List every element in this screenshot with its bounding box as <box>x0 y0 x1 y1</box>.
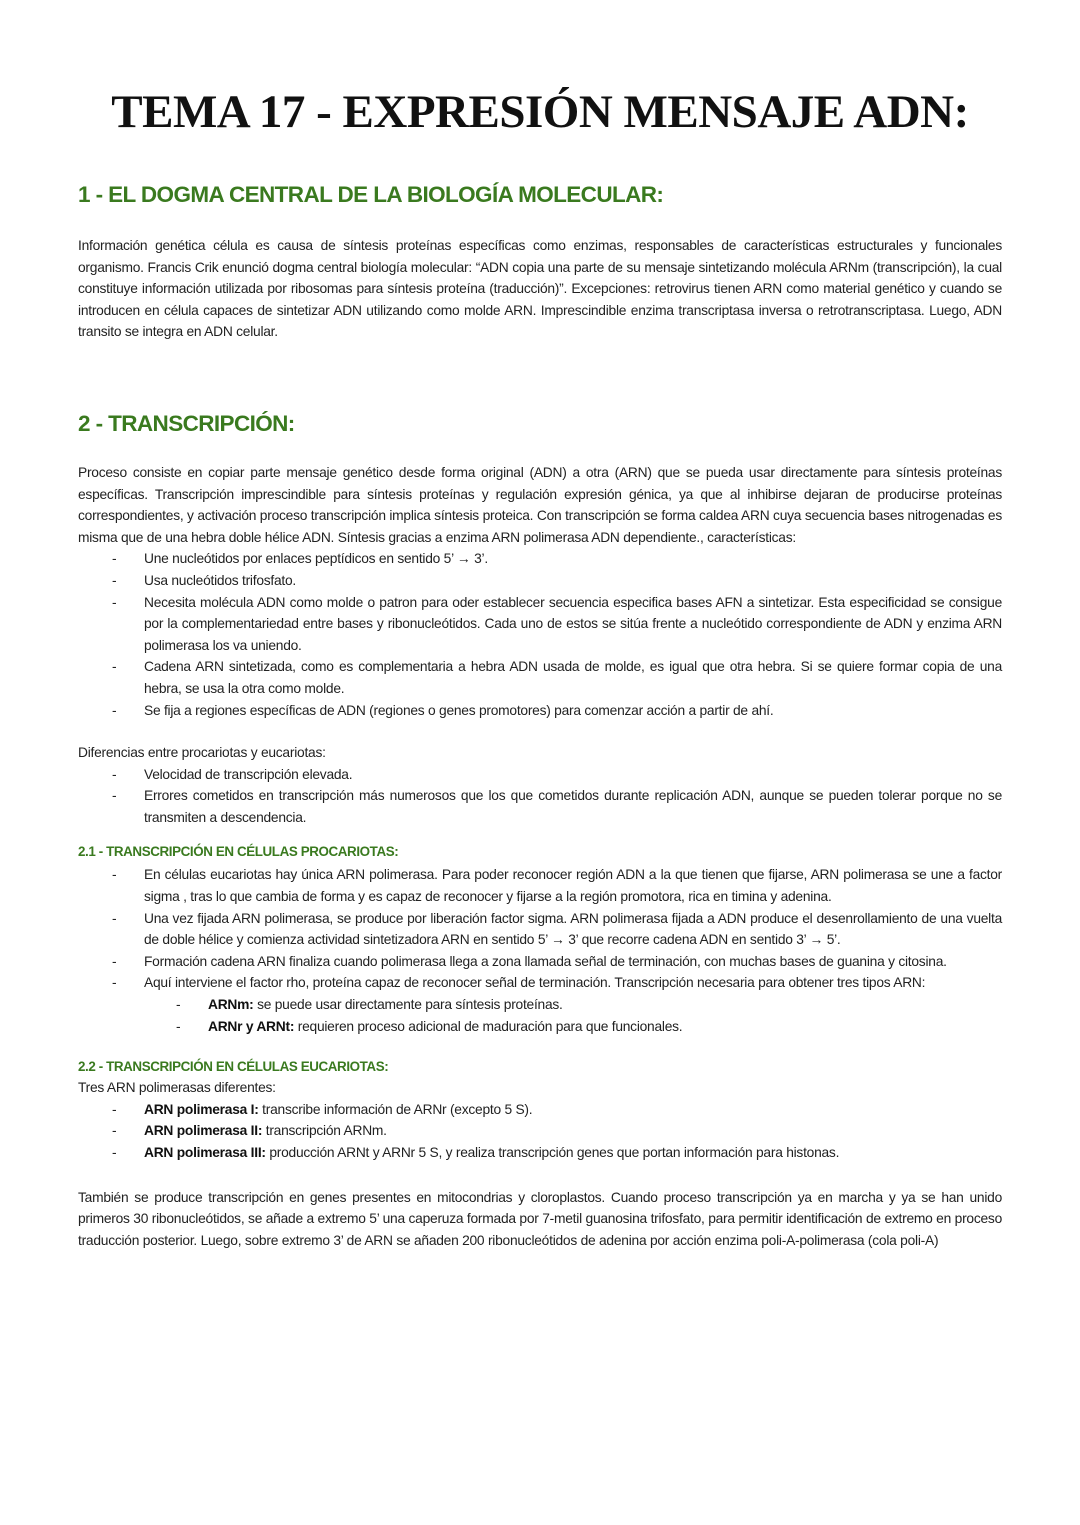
list-item <box>78 1120 1002 1142</box>
list-item: - En células eucariotas hay única ARN polimerasa. Para poder reconocer región ADN a la que tienen que fijarse, ARN polimerasa se une a factor sigma , tras lo que cambia de forma y es capaz de reconocer y fijarse a la región promotora, rica en timina y adenina. <box>78 864 1002 907</box>
list-item: - Velocidad de transcripción elevada. <box>78 764 1002 786</box>
list-item: - Se fija a regiones específicas de ADN (regiones o genes promotores) para comenzar acción a partir de ahí. <box>78 700 1002 722</box>
arn-types-list <box>78 994 1002 1037</box>
section-2-paragraph: Proceso consiste en copiar parte mensaje genético desde forma original (ADN) a otra (ARN) que se pueda usar directamente para síntesis proteínas específicas. Transcripción imprescindible para síntesis proteínas y regulación expresión génica, ya que al inhibirse dejaran de producirse proteínas correspondientes, y activación proceso transcripción implica síntesis proteica. Con transcripción se forma caldea ARN cuya secuencia bases nitrogenadas es misma que de una hebra doble hélice ADN. Síntesis gracias a enzima ARN polimerasa ADN dependiente., características: <box>78 464 1002 545</box>
polymerases-intro: Tres ARN polimerasas diferentes: <box>78 1080 276 1096</box>
section-2-2-heading: 2.2 - TRANSCRIPCIÓN EN CÉLULAS EUCARIOTAS: <box>78 1059 389 1075</box>
term: ARNr y ARNt: <box>208 1018 295 1034</box>
list-item: - Necesita molécula ADN como molde o patron para oder establecer secuencia especifica bases AFN a sintetizar. Esta especificidad se consigue por la complementariedad entre bases y ribonucleótidos. Cada uno de estos se sitúa frente a nucleótido correspondiente de ADN y enzima ARN polimerasa los va uniendo. <box>78 592 1002 657</box>
term: ARNm: <box>208 997 254 1013</box>
section-2-1-heading: 2.1 - TRANSCRIPCIÓN EN CÉLULAS PROCARIOTAS: <box>78 844 399 860</box>
section-1-paragraph: Información genética célula es causa de síntesis proteínas específicas como enzimas, responsables de características estructurales y funcionales organismo. Francis Crik enunció dogma central biología molecular: “ADN copia una parte de su mensaje sintetizando molécula ARNm (transcripción), la cual constituye información utilizada por ribosomas para síntesis proteína (traducción)”. Excepciones: retrovirus tienen ARN como material genético y cuando se introducen en célula capaces de sintetizar ADN utilizando como molde ARN. Imprescindible enzima transcriptasa inversa o retrotranscriptasa. Luego, ADN transito se integra en ADN celular. <box>78 238 1002 340</box>
list-item: - Una vez fijada ARN polimerasa, se produce por liberación factor sigma. ARN polimerasa fijada a ADN produce el desenrollamiento de una vuelta de doble hélice y comienza actividad sintetizadora ARN en sentido 5’ → 3’ que recorre cadena ADN en sentido 3’ → 5’. <box>78 908 1002 951</box>
list-item: - Usa nucleótidos trifosfato. <box>78 570 1002 592</box>
term: ARN polimerasa II: <box>144 1123 263 1139</box>
list-item: - Cadena ARN sintetizada, como es complementaria a hebra ADN usada de molde, es igual que otra hebra. Si se quiere formar copia de una hebra, se usa la otra como molde. <box>78 656 1002 699</box>
list-item <box>78 1142 1002 1164</box>
definition: transcripción ARNm. <box>262 1123 387 1139</box>
list-item: - Errores cometidos en transcripción más numerosos que los que cometidos durante replicación ADN, aunque se pueden tolerar porque no se transmiten a descendencia. <box>78 785 1002 828</box>
polymerases-list <box>78 1099 1002 1164</box>
term: ARN polimerasa III: <box>144 1145 266 1160</box>
definition: requieren proceso adicional de maduración para que funcionales. <box>294 1018 683 1034</box>
differences-list <box>78 764 1002 829</box>
eukaryote-paragraph: También se produce transcripción en genes presentes en mitocondrias y cloroplastos. Cuando proceso transcripción ya en marcha y ya se han unido primeros 30 ribonucleótidos, se añade a extremo 5’ una caperuza formada por 7-metil guanosina trifosfato, para permitir identificación de extremo en proceso traducción posterior. Luego, sobre extremo 3’ de ARN se añaden 200 ribonucleótidos de adenina por acción enzima poli-A-polimerasa (cola poli-A) <box>78 1189 1002 1248</box>
list-item: - Aquí interviene el factor rho, proteína capaz de reconocer señal de terminación. Transcripción necesaria para obtener tres tipos ARN: <box>78 972 1002 994</box>
list-item <box>78 994 1002 1016</box>
prokaryote-list <box>78 864 1002 994</box>
transcription-features-list <box>78 548 1002 721</box>
section-1-heading: 1 - EL DOGMA CENTRAL DE LA BIOLOGÍA MOLECULAR: <box>78 182 664 207</box>
list-item: - Formación cadena ARN finaliza cuando polimerasa llega a zona llamada señal de terminación, con muchas bases de guanina y citosina. <box>78 951 1002 973</box>
differences-intro: Diferencias entre procariotas y eucariotas: <box>78 745 326 761</box>
definition: se puede usar directamente para síntesis proteínas. <box>253 997 563 1013</box>
list-item <box>78 1099 1002 1121</box>
definition: transcribe información de ARNr (excepto 5 S). <box>258 1101 533 1117</box>
list-item <box>78 1016 1002 1038</box>
definition: producción ARNt y ARNr 5 S, y realiza transcripción genes que portan información para histonas. <box>265 1145 840 1160</box>
page-title: TEMA 17 - EXPRESIÓN MENSAJE ADN: <box>111 86 969 138</box>
section-2-heading: 2 - TRANSCRIPCIÓN: <box>78 410 295 436</box>
term: ARN polimerasa I: <box>144 1101 259 1117</box>
list-item: - Une nucleótidos por enlaces peptídicos en sentido 5’ → 3’. <box>78 548 1002 570</box>
